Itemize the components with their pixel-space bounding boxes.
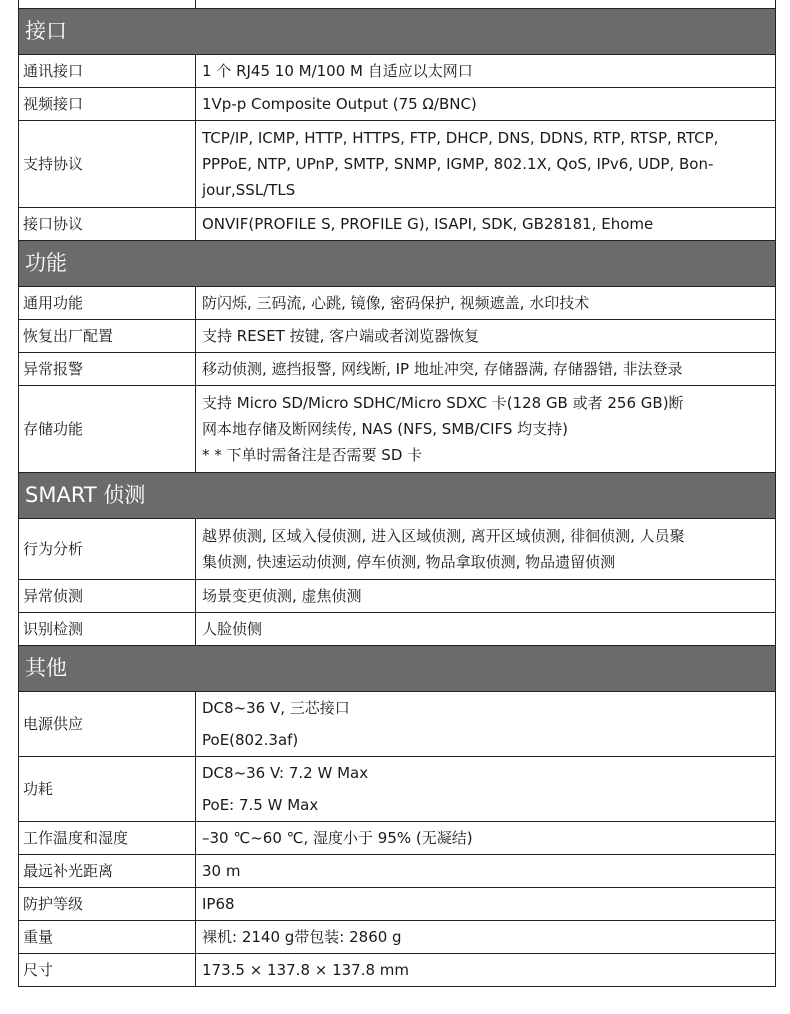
stub-value-cell [196,0,775,8]
value-line: 移动侦测, 遮挡报警, 网线断, IP 地址冲突, 存储器满, 存储器错, 非法登录 [202,360,683,378]
value-line: 场景变更侦测, 虚焦侦测 [202,587,362,605]
row-value [196,287,775,319]
table-row [19,613,775,646]
value-line: 集侦测, 快速运动侦测, 停车侦测, 物品拿取侦测, 物品遗留侦测 [202,553,616,571]
row-label: 通讯接口 [19,55,196,87]
table-row [19,822,775,855]
section-header: 功能 [19,241,775,287]
value-line: PPPoE, NTP, UPnP, SMTP, SNMP, IGMP, 802.1X, QoS, IPv6, UDP, Bon- [202,155,714,173]
value-line: ONVIF(PROFILE S, PROFILE G), ISAPI, SDK, GB28181, Ehome [202,215,654,233]
row-label: 恢复出厂配置 [19,320,196,352]
table-row [19,320,775,353]
stub-label-cell [19,0,196,8]
value-line: 网本地存储及断网续传, NAS (NFS, SMB/CIFS 均支持) [202,420,569,438]
value-line: PoE(802.3af) [202,731,299,749]
row-label: 电源供应 [19,692,196,756]
row-value [196,519,775,579]
row-label: 通用功能 [19,287,196,319]
row-value [196,208,775,240]
row-value [196,757,775,821]
row-value [196,822,775,854]
row-value [196,88,775,120]
table-row [19,692,775,757]
table-row [19,55,775,88]
row-value [196,855,775,887]
row-label: 存储功能 [19,386,196,472]
row-label: 功耗 [19,757,196,821]
value-line: 173.5 × 137.8 × 137.8 mm [202,961,410,979]
value-line: jour,SSL/TLS [202,181,296,199]
row-label: 尺寸 [19,954,196,986]
row-value [196,320,775,352]
value-line: IP68 [202,895,235,913]
row-label: 视频接口 [19,88,196,120]
row-value [196,55,775,87]
section-header: 其他 [19,646,775,692]
row-label: 识别检测 [19,613,196,645]
value-line: 支持 Micro SD/Micro SDHC/Micro SDXC 卡(128 GB 或者 256 GB)断 [202,394,684,412]
row-label: 防护等级 [19,888,196,920]
value-line: PoE: 7.5 W Max [202,796,319,814]
table-row [19,386,775,473]
row-label: 异常侦测 [19,580,196,612]
row-value [196,121,775,207]
value-line: 1 个 RJ45 10 M/100 M 自适应以太网口 [202,62,473,80]
value-line: DC8~36 V: 7.2 W Max [202,764,369,782]
value-line: 裸机: 2140 g带包装: 2860 g [202,928,402,946]
table-row [19,121,775,208]
row-value [196,580,775,612]
value-line: DC8~36 V, 三芯接口 [202,699,350,717]
row-value [196,353,775,385]
row-value [196,954,775,986]
section-header: 接口 [19,9,775,55]
row-value [196,888,775,920]
table-row [19,88,775,121]
value-line: 人脸侦侧 [202,620,263,638]
row-value [196,921,775,953]
table-row [19,888,775,921]
table-row [19,519,775,580]
row-label: 最远补光距离 [19,855,196,887]
row-value [196,386,775,472]
value-line: * * 下单时需备注是否需要 SD 卡 [202,446,423,464]
table-row [19,855,775,888]
table-row [19,353,775,386]
row-label: 异常报警 [19,353,196,385]
value-line: 防闪烁, 三码流, 心跳, 镜像, 密码保护, 视频遮盖, 水印技术 [202,294,590,312]
value-line: 1Vp-p Composite Output (75 Ω/BNC) [202,95,477,113]
value-line: 支持 RESET 按键, 客户端或者浏览器恢复 [202,327,480,345]
table-row [19,580,775,613]
table-row [19,921,775,954]
row-label: 重量 [19,921,196,953]
table-row [19,208,775,241]
spec-table [18,0,776,987]
row-value [196,692,775,756]
value-line: –30 ℃~60 ℃, 湿度小于 95% (无凝结) [202,829,473,847]
row-label: 行为分析 [19,519,196,579]
row-label: 工作温度和湿度 [19,822,196,854]
table-top-stub [19,0,775,9]
section-header: SMART 侦测 [19,473,775,519]
row-value [196,613,775,645]
table-row [19,954,775,986]
value-line: 30 m [202,862,241,880]
table-row [19,757,775,822]
row-label: 接口协议 [19,208,196,240]
value-line: 越界侦测, 区域入侵侦测, 进入区域侦测, 离开区域侦测, 徘徊侦测, 人员聚 [202,527,685,545]
value-line: TCP/IP, ICMP, HTTP, HTTPS, FTP, DHCP, DNS, DDNS, RTP, RTSP, RTCP, [202,129,719,147]
table-row [19,287,775,320]
row-label: 支持协议 [19,121,196,207]
